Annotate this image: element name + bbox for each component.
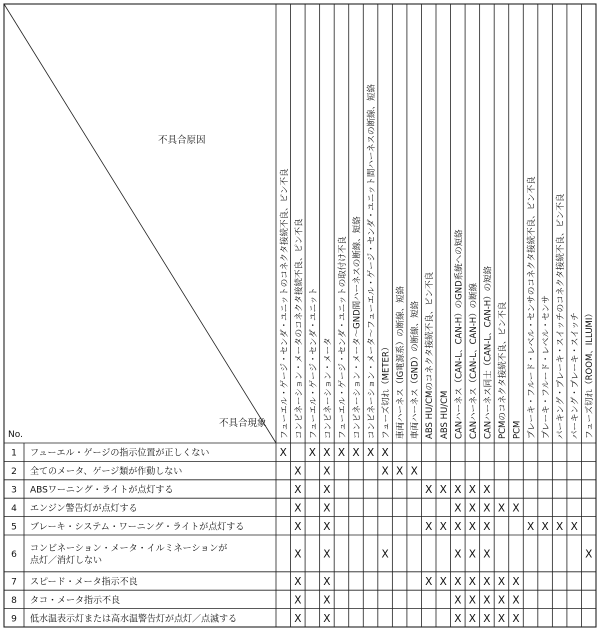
- cause-mark: X: [468, 594, 476, 607]
- cause-header-21: パーキング・ブレーキ・スイッチ: [570, 312, 581, 439]
- cause-mark: X: [366, 447, 375, 460]
- cause-mark: X: [454, 594, 462, 607]
- cause-mark: X: [468, 502, 476, 515]
- cause-mark: X: [323, 548, 331, 561]
- cause-mark: X: [396, 465, 404, 478]
- cause-mark: X: [294, 465, 302, 478]
- cause-header-17: PCM: [512, 420, 523, 439]
- table-row: [11, 594, 519, 607]
- row-number: 8: [11, 595, 17, 606]
- symptom-text: 低水温表示灯または高水温警告灯が点灯／点滅する: [30, 614, 238, 625]
- cause-mark: X: [323, 484, 331, 496]
- cause-axis-label: 不具合原因: [158, 135, 206, 146]
- cause-header-15: CANハーネス同士（CAN-L、CAN-H）の短絡: [483, 265, 494, 439]
- symptom-text: ABSワーニング・ライトが点灯する: [30, 485, 174, 496]
- cause-header-3: フューエル・ゲージ・センダ・ユニット: [308, 287, 319, 439]
- cause-mark: X: [483, 520, 491, 533]
- symptom-axis-label: 不具合現象: [219, 418, 267, 429]
- cause-mark: X: [497, 502, 506, 515]
- cause-mark: X: [323, 447, 331, 460]
- cause-mark: X: [439, 520, 447, 533]
- cause-mark: X: [323, 576, 331, 588]
- corner-diagonal: [4, 4, 276, 443]
- cause-mark: X: [439, 484, 447, 496]
- symptom-text: ブレーキ・システム・ワーニング・ライトが点灯する: [30, 522, 245, 533]
- cause-mark: X: [294, 594, 302, 607]
- cause-mark: X: [294, 612, 302, 625]
- cause-mark: X: [454, 502, 462, 515]
- cause-mark: X: [337, 447, 346, 460]
- table-row: [11, 576, 519, 589]
- cause-mark: X: [512, 576, 520, 588]
- cause-mark: X: [308, 447, 316, 460]
- cause-mark: X: [279, 447, 287, 460]
- cause-mark: X: [570, 520, 578, 533]
- cause-mark: X: [468, 548, 476, 561]
- cause-header-4: コンビネーション・メータ: [323, 337, 334, 439]
- row-number: 1: [11, 448, 17, 459]
- cause-mark: X: [454, 576, 462, 588]
- cause-header-1: フューエル・ゲージ・センダ・ユニットのコネクタ接続不良、ピン不良: [279, 168, 290, 439]
- cause-header-20: パーキング・ブレーキ・スイッチのコネクタ接続不良、ピン不良: [556, 193, 567, 439]
- cause-mark: X: [468, 484, 476, 496]
- table-row: [11, 520, 578, 533]
- cause-mark: X: [483, 502, 491, 515]
- cause-mark: X: [497, 576, 506, 588]
- symptom-text: エンジン警告灯が点灯する: [30, 503, 138, 514]
- cause-mark: X: [454, 612, 462, 625]
- cause-mark: X: [497, 594, 506, 607]
- cause-header-16: PCMのコネクタ接続不良、ピン不良: [497, 301, 508, 439]
- cause-mark: X: [512, 594, 520, 607]
- cause-mark: X: [294, 576, 302, 588]
- row-number: 6: [11, 549, 17, 560]
- symptom-text: スピード・メータ指示不良: [30, 577, 138, 588]
- symptom-text: 全てのメータ、ゲージ類が作動しない: [30, 467, 183, 478]
- cause-mark: X: [381, 465, 389, 478]
- cause-header-22: フューズ切れ（ROOM、ILLUMI）: [585, 309, 596, 439]
- table-row: [11, 447, 389, 460]
- cause-mark: X: [454, 520, 462, 533]
- no-column-header: No.: [8, 430, 23, 440]
- cause-mark: X: [454, 548, 462, 561]
- cause-mark: X: [454, 484, 462, 496]
- symptom-rows: [11, 447, 592, 625]
- cause-mark: X: [294, 548, 302, 561]
- cause-mark: X: [468, 576, 476, 588]
- table-row: [11, 612, 519, 625]
- cause-mark: X: [294, 484, 302, 496]
- cause-header-10: 車両ハーネス（GND）の断線、短絡: [410, 300, 421, 439]
- cause-header-9: 車両ハーネス（IG電源系）の断線、短絡: [396, 285, 407, 439]
- cause-mark: X: [323, 612, 331, 625]
- symptom-text: コンビネーション・メータ・イルミネーションが: [30, 543, 228, 554]
- row-number: 3: [11, 485, 17, 496]
- cause-mark: X: [512, 502, 520, 515]
- symptom-text: 点灯／消灯しない: [30, 555, 103, 566]
- cause-header-5: フューエル・ゲージ・センダ・ユニットの取付け不良: [337, 236, 348, 439]
- row-number: 4: [11, 503, 17, 514]
- row-number: 9: [11, 614, 17, 625]
- cause-mark: X: [541, 520, 549, 533]
- table-row: [11, 543, 592, 566]
- cause-mark: X: [585, 548, 593, 561]
- cause-mark: X: [410, 465, 418, 478]
- table-row: [11, 502, 519, 515]
- cause-mark: X: [483, 612, 491, 625]
- table-row: [11, 484, 490, 497]
- symptom-text: タコ・メータ指示不良: [30, 595, 121, 606]
- cause-mark: X: [323, 465, 331, 478]
- cause-mark: X: [483, 548, 491, 561]
- table-row: [11, 465, 418, 478]
- cause-mark: X: [439, 576, 447, 588]
- cause-mark: X: [352, 447, 360, 460]
- cause-mark: X: [468, 612, 476, 625]
- cause-header-6: コンビネーション・メータ〜GND間ハーネスの断線、短絡: [352, 216, 363, 439]
- cause-header-7: コンビネーション・メータ〜フューエル・ゲージ・センダ・ユニット間ハーネスの断線、短絡: [367, 84, 378, 439]
- cause-mark: X: [425, 576, 433, 588]
- row-number: 5: [11, 522, 17, 533]
- cause-mark: X: [526, 520, 535, 533]
- cause-header-13: CANハーネス（CAN-L、CAN-H）のGND系統への短絡: [454, 229, 465, 439]
- cause-header-11: ABS HU/CMのコネクタ接続不良、ピン不良: [425, 271, 436, 439]
- cause-mark: X: [468, 520, 476, 533]
- cause-header-8: フューズ切れ（METER）: [381, 342, 392, 439]
- cause-mark: X: [294, 502, 302, 515]
- cause-mark: X: [556, 520, 564, 533]
- cause-mark: X: [512, 612, 520, 625]
- cause-header-12: ABS HU/CM: [439, 390, 450, 439]
- cause-header-19: ブレーキ・フルード・レベル・センサ: [541, 295, 552, 439]
- row-number: 2: [11, 467, 17, 478]
- cause-header-14: CANハーネス（CAN-L、CAN-H）の断線: [468, 282, 479, 439]
- cause-mark: X: [381, 548, 389, 561]
- cause-headers: [279, 84, 595, 439]
- cause-mark: X: [294, 520, 302, 533]
- cause-mark: X: [425, 520, 433, 533]
- cause-mark: X: [483, 576, 491, 588]
- cause-mark: X: [483, 594, 491, 607]
- cause-mark: X: [323, 502, 331, 515]
- cause-header-2: コンビネーション・メータのコネクタ接続不良、ピン不良: [294, 218, 305, 439]
- cause-mark: X: [323, 594, 331, 607]
- symptom-text: フューエル・ゲージの指示位置が正しくない: [30, 448, 210, 459]
- cause-mark: X: [497, 612, 506, 625]
- cause-header-18: ブレーキ・フルード・レベル・センサのコネクタ接続不良、ピン不良: [527, 176, 538, 439]
- cause-mark: X: [425, 484, 433, 496]
- cause-mark: X: [381, 447, 389, 460]
- row-number: 7: [11, 577, 17, 588]
- cause-mark: X: [323, 520, 331, 533]
- cause-mark: X: [483, 484, 491, 496]
